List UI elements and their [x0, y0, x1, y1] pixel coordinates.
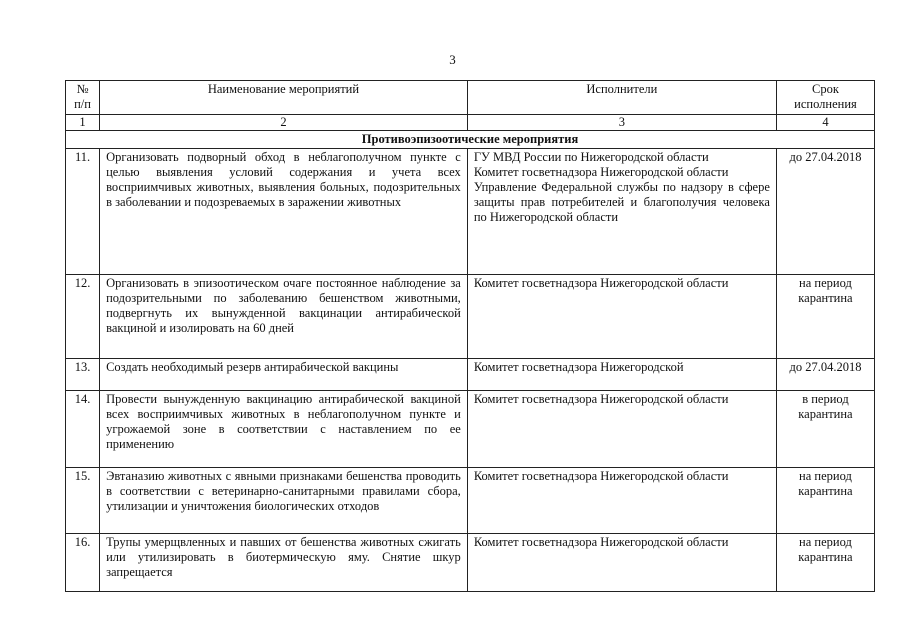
measure-name: Трупы умерщвленных и павших от бешенства животных сжигать или утилизировать в биотермическую яму. Снятие шкур запрещается	[100, 534, 468, 592]
table-row	[66, 359, 875, 391]
row-number: 14.	[66, 391, 100, 468]
table-row	[66, 391, 875, 468]
executor-line: Комитет госветнадзора Нижегородской области	[473, 535, 729, 549]
executors-cell	[467, 468, 776, 534]
table-header-row	[66, 81, 875, 115]
table-row	[66, 149, 875, 275]
executor-line: Комитет госветнадзора Нижегородской области	[473, 392, 729, 406]
row-number: 16.	[66, 534, 100, 592]
executors-cell	[467, 359, 776, 391]
executor-line: Комитет госветнадзора Нижегородской области	[473, 165, 729, 179]
measure-name: Создать необходимый резерв антирабической вакцины	[100, 359, 468, 391]
term-cell: на период карантина	[776, 275, 874, 359]
executors-cell	[467, 534, 776, 592]
column-index: 1	[66, 115, 100, 131]
term-cell: на период карантина	[776, 468, 874, 534]
executor-line: Комитет госветнадзора Нижегородской области	[473, 469, 729, 483]
section-title-row	[66, 131, 875, 149]
measure-name: Эвтаназию животных с явными признаками бешенства проводить в соответствии с ветеринарно-санитарными правилами сбора, утилизации и уничтожения биологических отходов	[100, 468, 468, 534]
term-cell: до 27.04.2018	[776, 359, 874, 391]
executors-cell	[467, 275, 776, 359]
executor-line: ГУ МВД России по Нижегородской области	[473, 150, 709, 164]
executor-line: Управление Федеральной службы по надзору в сфере защиты прав потребителей и благополучия человека по Нижегородской области	[473, 180, 770, 224]
row-number: 12.	[66, 275, 100, 359]
executor-line: Комитет госветнадзора Нижегородской области	[473, 276, 729, 290]
header-num: № п/п	[66, 81, 100, 115]
header-executors: Исполнители	[467, 81, 776, 115]
section-title: Противоэпизоотические мероприятия	[66, 131, 875, 149]
header-name: Наименование мероприятий	[100, 81, 468, 115]
measure-name: Организовать подворный обход в неблагополучном пункте с целью выявления условий содержания и учета всех восприимчивых животных, выявления больных, подозрительных в заболевании и подозреваемых в заражении животных	[100, 149, 468, 275]
column-index: 3	[467, 115, 776, 131]
term-cell: на период карантина	[776, 534, 874, 592]
table-row	[66, 534, 875, 592]
table-row	[66, 275, 875, 359]
term-cell: в период карантина	[776, 391, 874, 468]
measures-table	[65, 80, 875, 592]
row-number: 15.	[66, 468, 100, 534]
column-index: 4	[776, 115, 874, 131]
table-row	[66, 468, 875, 534]
page-number: 3	[449, 52, 456, 67]
column-index: 2	[100, 115, 468, 131]
row-number: 13.	[66, 359, 100, 391]
executors-cell	[467, 391, 776, 468]
header-term: Срок исполнения	[776, 81, 874, 115]
executor-line: Комитет госветнадзора Нижегородской	[473, 360, 684, 374]
measure-name: Провести вынужденную вакцинацию антирабической вакциной всех восприимчивых животных в неблагополучном пункте и угрожаемой зоне в соответствии с наставлением по ее применению	[100, 391, 468, 468]
term-cell: до 27.04.2018	[776, 149, 874, 275]
executors-cell	[467, 149, 776, 275]
measure-name: Организовать в эпизоотическом очаге постоянное наблюдение за подозрительными по заболеванию бешенством животными, подвергнуть их вынужденной вакцинации антирабической вакциной и изолировать на 60 дней	[100, 275, 468, 359]
column-index-row	[66, 115, 875, 131]
row-number: 11.	[66, 149, 100, 275]
